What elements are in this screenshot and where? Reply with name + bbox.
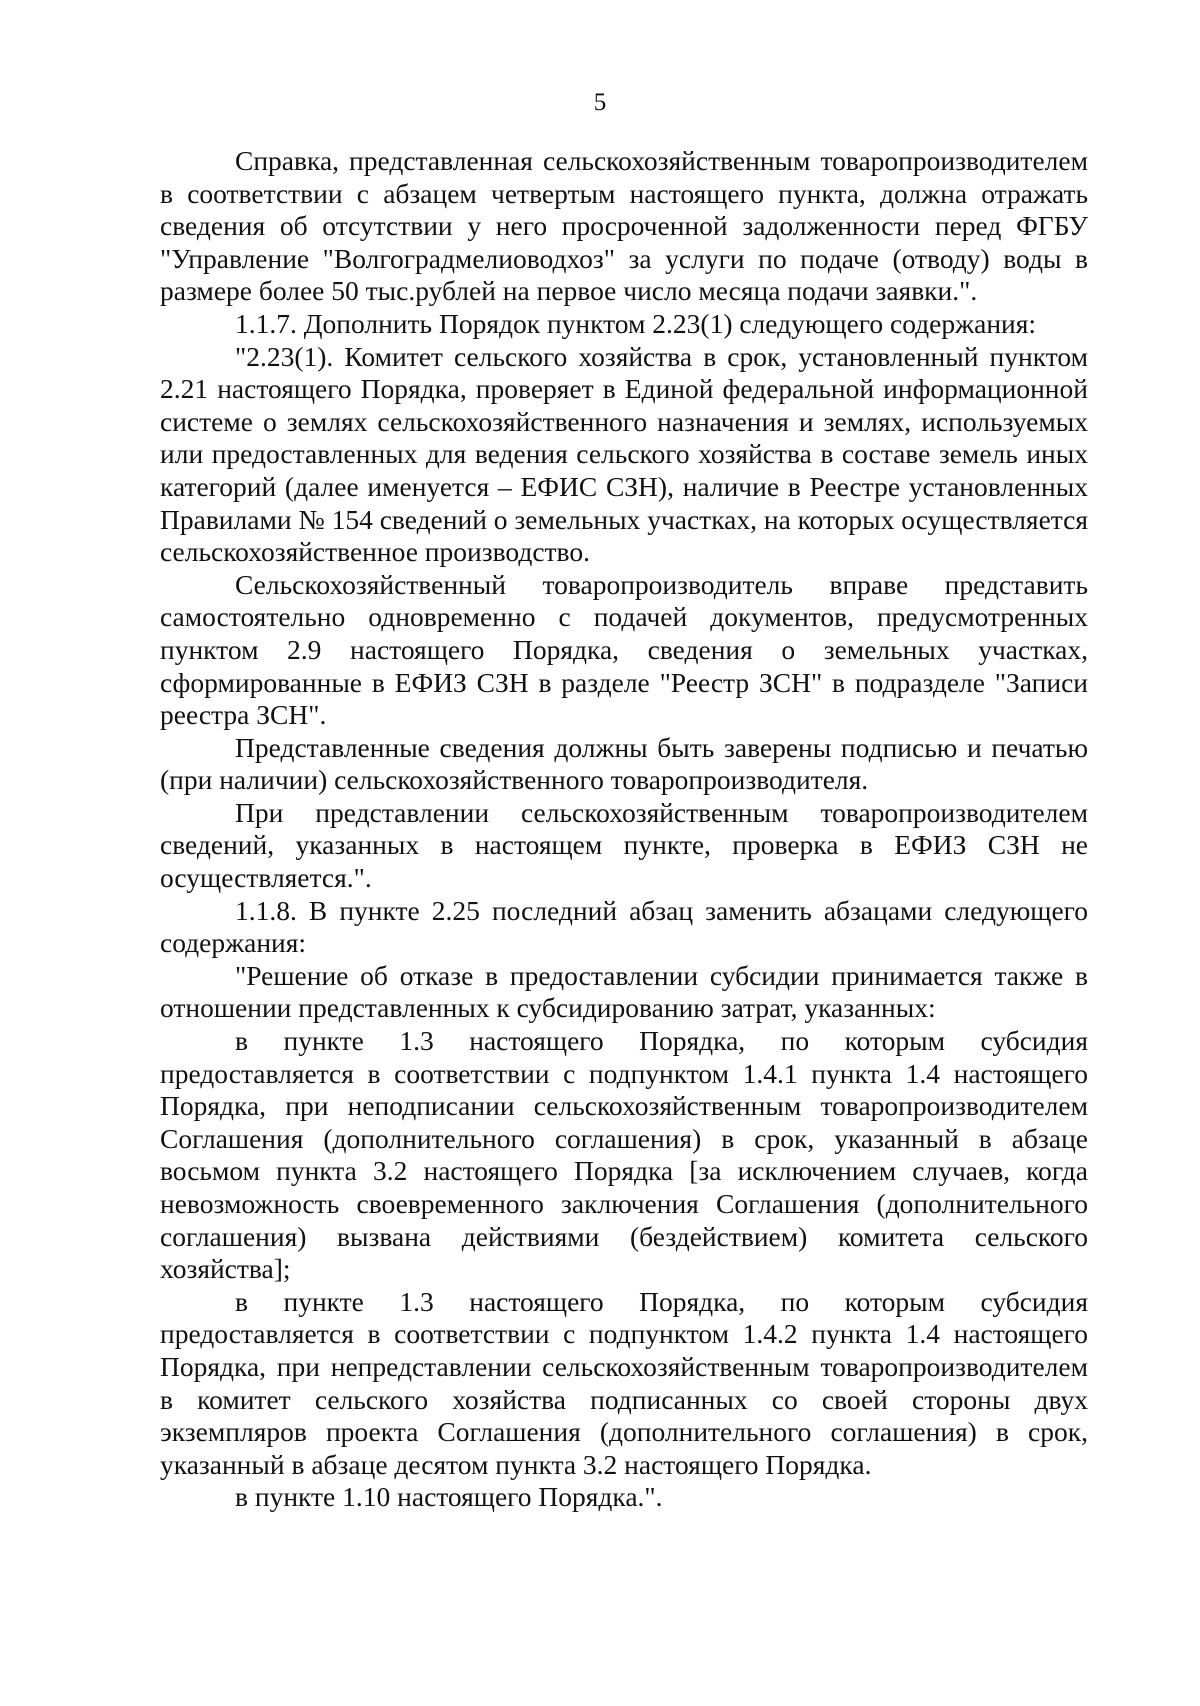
- paragraph-item-1-4-1: в пункте 1.3 настоящего Порядка, по которым субсидия предоставляется в соответствии с подпунктом 1.4.1 пункта 1.4 настоящего Порядка, при неподписании сельскохозяйственным товаропроизводителем Соглашения (дополнительного соглашения) в срок, указанный в абзаце восьмом пункта 3.2 настоящего Порядка [за исключением случаев, когда невозможность своевременного заключения Соглашения (дополнительного соглашения) вызвана действиями (бездействием) комитета сельского хозяйства];: [160, 1025, 1088, 1285]
- paragraph-1-1-8: 1.1.8. В пункте 2.25 последний абзац заменить абзацами следующего содержания:: [160, 894, 1088, 959]
- paragraph-item-1-10: в пункте 1.10 настоящего Порядка.".: [235, 1481, 663, 1513]
- paragraph-2-23-1: "2.23(1). Комитет сельского хозяйства в срок, установленный пунктом 2.21 настоящего Порядка, проверяет в Единой федеральной информационной системе о землях сельскохозяйственного назначения и землях, используемых или предоставленных для ведения сельского хозяйства в составе земель иных категорий (далее именуется – ЕФИС СЗН), наличие в Реестре установленных Правилами № 154 сведений о земельных участках, на которых осуществляется сельскохозяйственное производство.: [160, 340, 1088, 568]
- page-number: 5: [593, 89, 607, 116]
- paragraph-certified-signature: Представленные сведения должны быть заверены подписью и печатью (при наличии) сельскохозяйственного товаропроизводителя.: [160, 731, 1088, 796]
- paragraph-item-1-4-2: в пункте 1.3 настоящего Порядка, по которым субсидия предоставляется в соответствии с подпунктом 1.4.2 пункта 1.4 настоящего Порядка, при непредставлении сельскохозяйственным товаропроизводителем в комитет сельского хозяйства подписанных со своей стороны двух экземпляров проекта Соглашения (дополнительного соглашения) в срок, указанный в абзаце десятом пункта 3.2 настоящего Порядка.: [160, 1285, 1088, 1480]
- document-body: [160, 145, 1088, 1514]
- paragraph-producer-right: Сельскохозяйственный товаропроизводитель вправе представить самостоятельно одновременно с подачей документов, предусмотренных пунктом 2.9 настоящего Порядка, сведения о земельных участках, сформированные в ЕФИЗ СЗН в разделе "Реестр ЗСН" в подразделе "Записи реестра ЗСН".: [160, 568, 1088, 731]
- paragraph-certificate: Справка, представленная сельскохозяйственным товаропроизводителем в соответствии с абзацем четвертым настоящего пункта, должна отражать сведения об отсутствии у него просроченной задолженности перед ФГБУ "Управление "Волгоградмелиоводхоз" за услуги по подаче (отводу) воды в размере более 50 тыс.рублей на первое число месяца подачи заявки.".: [160, 145, 1088, 307]
- paragraph-1-1-7: 1.1.7. Дополнить Порядок пунктом 2.23(1) следующего содержания:: [235, 307, 1037, 339]
- paragraph-no-check: При представлении сельскохозяйственным товаропроизводителем сведений, указанных в настоящем пункте, проверка в ЕФИЗ СЗН не осуществляется.".: [160, 796, 1088, 894]
- paragraph-refusal-decision: "Решение об отказе в предоставлении субсидии принимается также в отношении представленных к субсидированию затрат, указанных:: [160, 959, 1088, 1024]
